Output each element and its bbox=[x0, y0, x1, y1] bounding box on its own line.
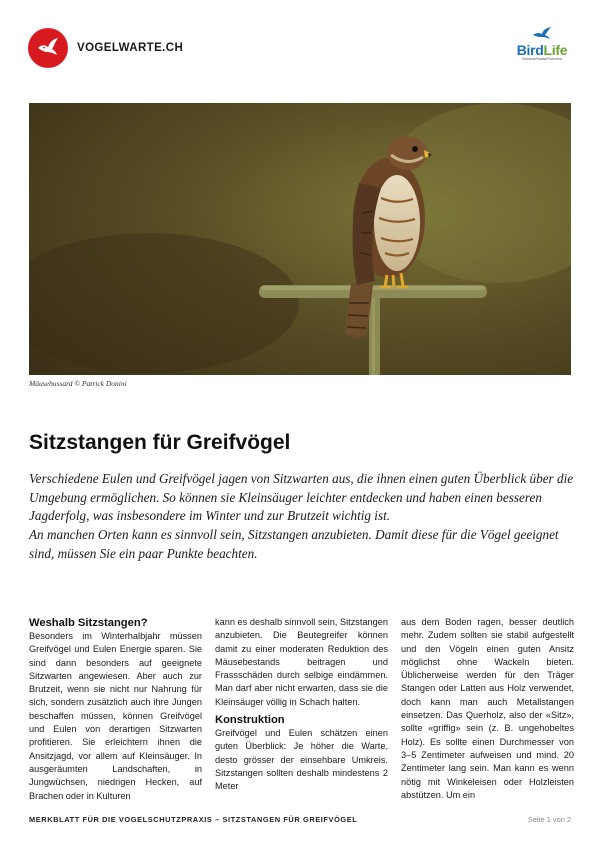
column-2 bbox=[215, 616, 388, 803]
section-heading-why: Weshalb Sitzstangen? bbox=[29, 617, 148, 629]
section-text-why-continued: kann es deshalb sinnvoll sein, Sitzstangen anzubieten. Die Beutegreifer können damit zu einer moderaten Reduktion des Mäusebestands beitragen und Frassschäden durch selbige eindämmen. Man darf aber nicht erwarten, dass sie die Kleinsäuger völlig in Schach halten. bbox=[215, 617, 388, 707]
birdlife-logo[interactable] bbox=[512, 26, 572, 62]
vogelwarte-logo[interactable] bbox=[28, 28, 183, 68]
hero-photo bbox=[29, 103, 571, 375]
photo-caption: Mäusebussard © Patrick Donini bbox=[29, 379, 127, 388]
page-number: Seite 1 von 2 bbox=[527, 815, 571, 824]
footer-title: MERKBLATT FÜR DIE VOGELSCHUTZPRAXIS – SITZSTANGEN FÜR GREIFVÖGEL bbox=[29, 815, 358, 824]
brand-name: VOGELWARTE.CH bbox=[77, 42, 184, 54]
intro-paragraph: Verschiedene Eulen und Greifvögel jagen von Sitzwarten aus, die ihnen einen guten Überblick über die Umgebung ermöglichen. So können sie Kleinsäuger leichter entdecken und haben einen besseren Jagderfolg, was insbesondere im Winter und zur Brutzeit wichtig ist. bbox=[29, 471, 574, 524]
column-1 bbox=[29, 616, 202, 803]
section-text-construction: Greifvögel und Eulen schätzen einen guten Überblick: Je höher die Warte, desto grösser der einsehbare Umkreis. Sitzstangen sollten deshalb mindestens 2 Meter bbox=[215, 728, 388, 792]
body-columns bbox=[29, 616, 574, 803]
birdlife-wordmark: BirdLife bbox=[516, 42, 568, 58]
bird-icon bbox=[28, 28, 68, 68]
column-3 bbox=[401, 616, 574, 803]
section-text-construction-continued: aus dem Boden ragen, besser deutlich mehr. Zudem sollten sie stabil aufgestellt und den Vögeln einen guten Ansitz möglichst ohne Wackeln bieten. Üblicherweise werden für den Träger Stangen oder Latten aus Holz verwendet, doch kann man auch Metallstangen einsetzen. Das Querholz, also der «Sitz», sollte «griffig» sein (z. B. ungehobeltes Holz). Es sollte einen Durchmesser von 3–5 Zentimeter aufweisen und mind. 20 Zentimeter lang sein. Man kann es wenn nötig mit Winkeleisen oder Holzleisten abstützen. Um ein bbox=[401, 617, 574, 800]
section-heading-construction: Konstruktion bbox=[215, 714, 285, 727]
intro-text bbox=[29, 470, 574, 564]
birdlife-bird-icon bbox=[531, 26, 553, 40]
section-text-why: Besonders im Winterhalbjahr müssen Greifvögel und Eulen Energie sparen. Sie sind dann besonders auf geeignete Sitzwarten angewiesen. Aber auch zur Brutzeit, wenn sie nicht nur Nahrung für sich, sondern zusätzlich auch ihre Jungen beschaffen müssen, können Greifvögel und Eulen von derartigen Sitzwarten profitieren. Sie erleichtern ihnen die Ansitzjagd, vor allem auf Kleinsäuger. In ausgeräumten Landschaften, in Jungwüchsen, niedrigen Hecken, auf Brachen oder in Kulturen bbox=[29, 631, 202, 801]
intro-paragraph: An manchen Orten kann es sinnvoll sein, Sitzstangen anzubieten. Damit diese für die Vögel geeignet sind, müssen Sie ein paar Punkte beachten. bbox=[29, 527, 559, 561]
birdlife-subtitle: Schweiz/Suisse/Svizzera bbox=[522, 57, 562, 61]
page-title: Sitzstangen für Greifvögel bbox=[29, 431, 291, 454]
